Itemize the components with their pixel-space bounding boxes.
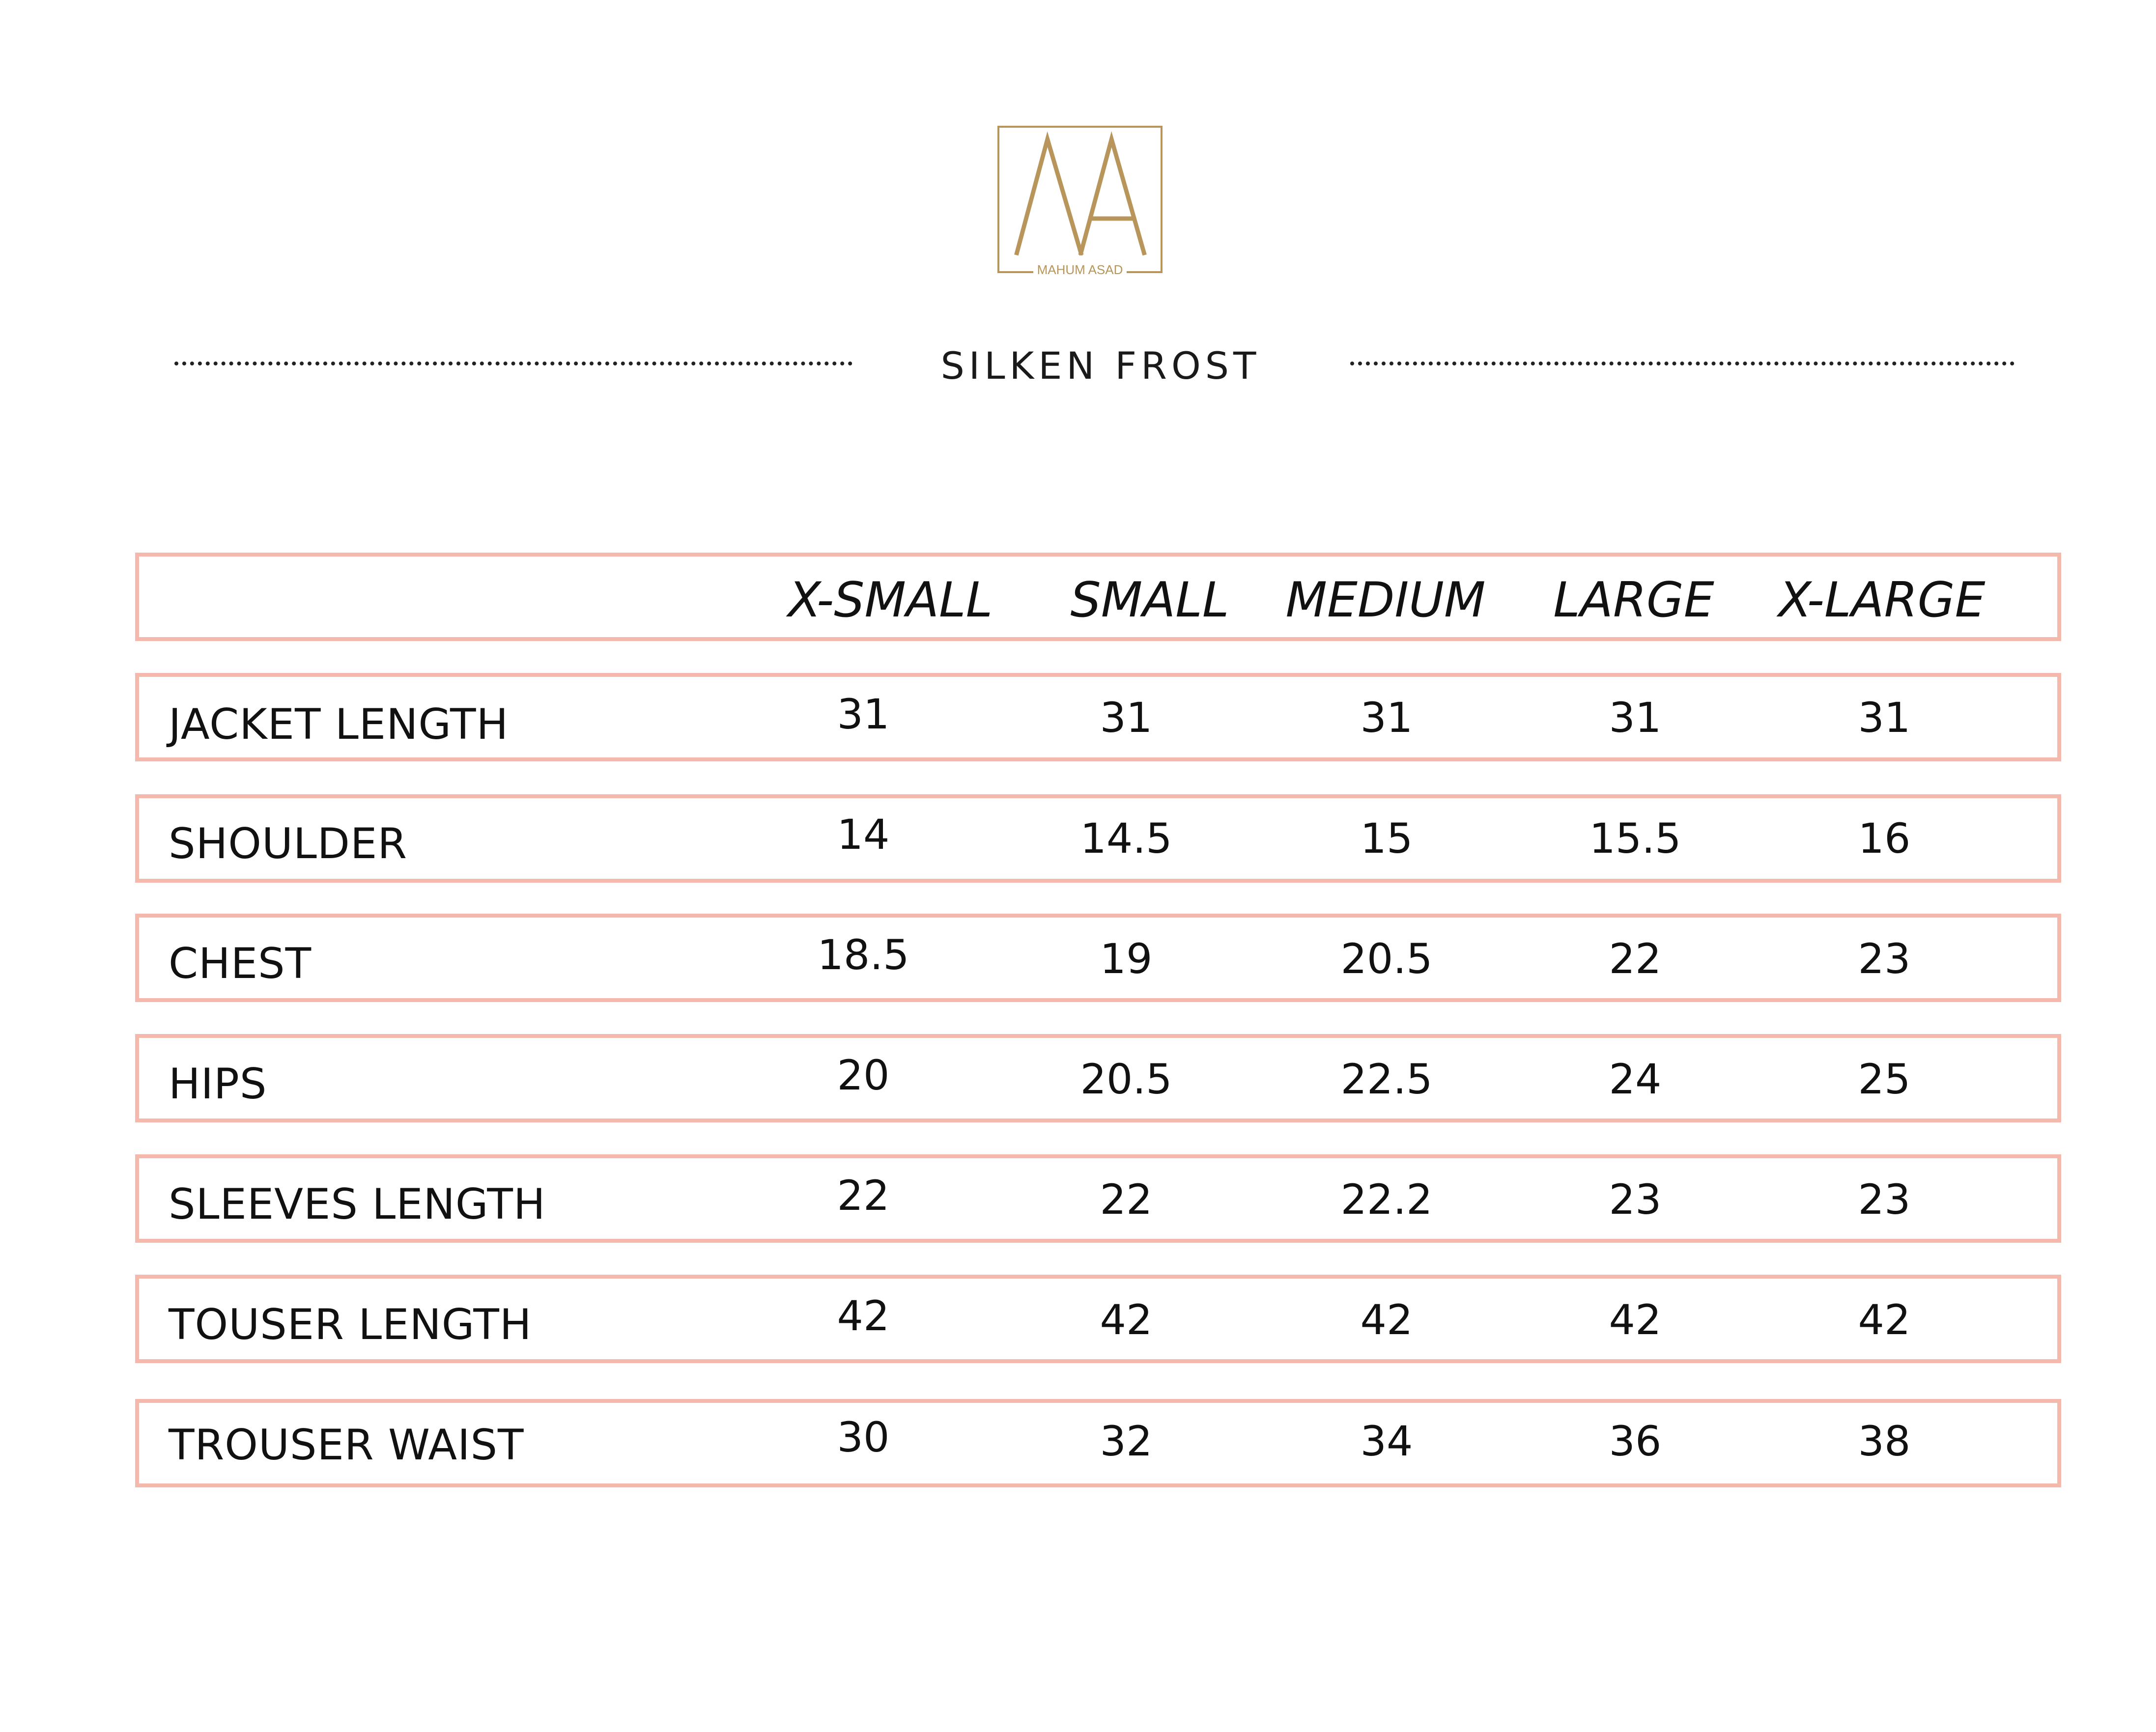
title-divider-left [174,362,852,365]
measurement-value: 25 [1858,1055,1911,1103]
measurement-value: 42 [1360,1296,1413,1344]
measurement-value: 16 [1858,814,1911,863]
size-header: X-LARGE [1778,572,1986,628]
measurement-value: 30 [837,1413,890,1461]
measurement-value: 31 [1609,694,1662,742]
measurement-value: 31 [1100,694,1153,742]
measurement-value: 22 [1609,935,1662,983]
size-header: MEDIUM [1285,572,1486,628]
measurement-value: 31 [1360,694,1413,742]
measurement-value: 32 [1100,1417,1153,1465]
measurement-value: 20.5 [1340,935,1433,983]
measurement-value: 42 [1100,1296,1153,1344]
measurement-value: 22.5 [1340,1055,1433,1103]
measurement-label: TROUSER WAIST [169,1421,524,1470]
measurement-label: TOUSER LENGTH [169,1300,532,1349]
measurement-value: 31 [837,690,890,738]
measurement-value: 23 [1858,935,1911,983]
measurement-value: 42 [1858,1296,1911,1344]
measurement-value: 24 [1609,1055,1662,1103]
measurement-value: 14.5 [1080,814,1172,863]
page-title: SILKEN FROST [940,344,1261,388]
measurement-value: 19 [1100,935,1153,983]
measurement-value: 42 [837,1292,890,1340]
title-divider-right [1350,362,2014,365]
measurement-value: 42 [1609,1296,1662,1344]
measurement-value: 15 [1360,814,1413,863]
measurement-label: HIPS [169,1060,267,1109]
measurement-value: 31 [1858,694,1911,742]
brand-monogram-icon [999,128,1161,271]
brand-logo [997,126,1163,277]
measurement-value: 34 [1360,1417,1413,1465]
measurement-value: 20 [837,1051,890,1099]
measurement-value: 20.5 [1080,1055,1172,1103]
measurement-label: JACKET LENGTH [169,700,509,749]
measurement-label: SHOULDER [169,819,408,868]
measurement-value: 22 [837,1172,890,1220]
measurement-value: 38 [1858,1417,1911,1465]
measurement-value: 23 [1609,1175,1662,1224]
size-header: SMALL [1070,572,1229,628]
size-header: X-SMALL [788,572,993,628]
measurement-value: 36 [1609,1417,1662,1465]
measurement-label: CHEST [169,939,312,988]
measurement-value: 22 [1100,1175,1153,1224]
measurement-value: 14 [837,810,890,859]
size-header: LARGE [1553,572,1714,628]
brand-name: MAHUM ASAD [1033,262,1127,277]
measurement-value: 15.5 [1589,814,1681,863]
measurement-label: SLEEVES LENGTH [169,1180,546,1229]
measurement-value: 22.2 [1340,1175,1433,1224]
measurement-value: 23 [1858,1175,1911,1224]
table-row [135,914,2061,1002]
measurement-value: 18.5 [817,931,909,979]
